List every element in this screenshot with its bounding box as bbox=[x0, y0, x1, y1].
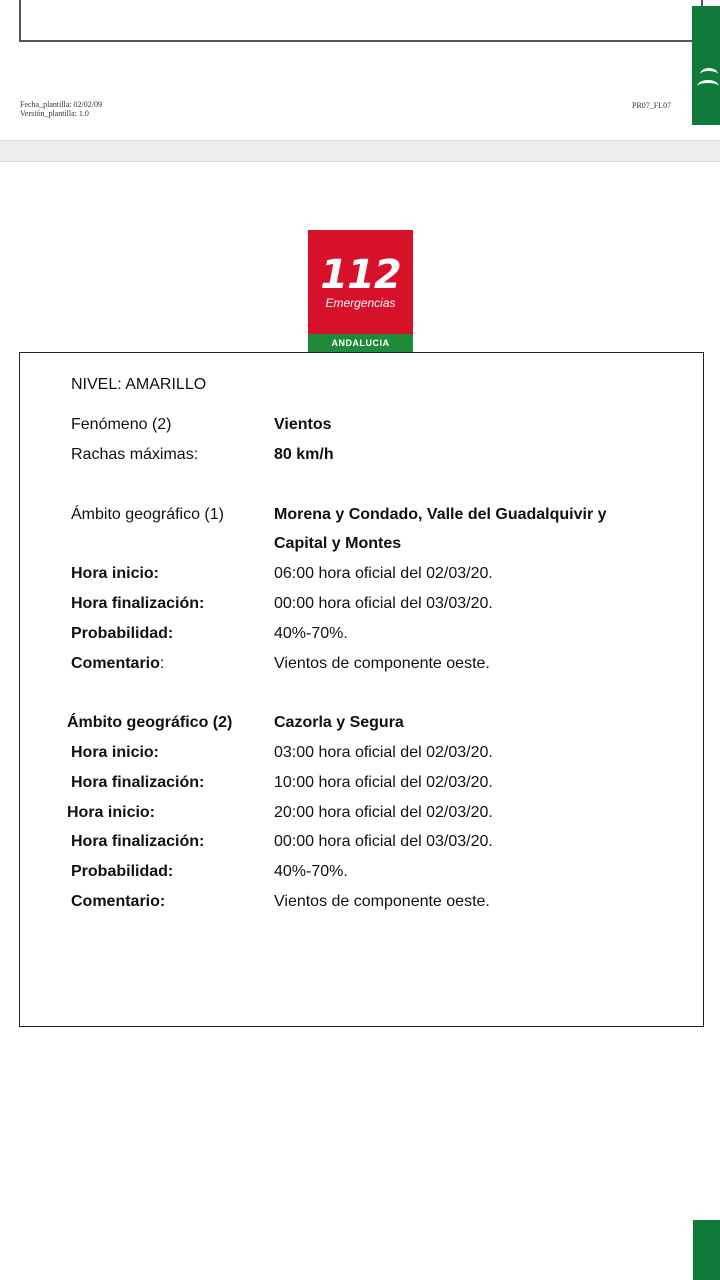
logo-region: ANDALUCIA bbox=[308, 334, 413, 352]
ambito2-probabilidad-label: Probabilidad: bbox=[71, 863, 174, 880]
template-version: Versión_plantilla: 1.0 bbox=[20, 109, 89, 118]
fenomeno-value: Vientos bbox=[274, 416, 332, 433]
ambito1-hora-fin-value: 00:00 hora oficial del 03/03/20. bbox=[274, 595, 493, 612]
fenomeno-label: Fenómeno (2) bbox=[71, 416, 172, 433]
next-page-logo-strip bbox=[693, 1220, 720, 1280]
logo-number: 112 bbox=[320, 252, 401, 298]
previous-page-box bbox=[19, 0, 703, 42]
ambito2-hora-fin1-label: Hora finalización: bbox=[71, 774, 205, 791]
ambito1-hora-inicio-label: Hora inicio: bbox=[71, 565, 160, 582]
ambito1-hora-fin-label: Hora finalización: bbox=[71, 595, 205, 612]
ambito1-comentario-colon: : bbox=[159, 655, 165, 672]
logo-swoosh-icon bbox=[697, 80, 719, 93]
ambito1-comentario-value: Vientos de componente oeste. bbox=[274, 655, 490, 672]
ambito2-hora-inicio1-label: Hora inicio: bbox=[71, 744, 160, 761]
ambito2-comentario-label: Comentario: bbox=[71, 893, 166, 910]
ambito1-value-line1: Morena y Condado, Valle del Guadalquivir y bbox=[274, 506, 607, 523]
ambito2-hora-fin1-value: 10:00 hora oficial del 02/03/20. bbox=[274, 774, 493, 791]
ambito2-hora-fin2-value: 00:00 hora oficial del 03/03/20. bbox=[274, 833, 493, 850]
logo-subtitle: Emergencias bbox=[325, 296, 396, 310]
ambito1-comentario-label bbox=[71, 654, 164, 674]
ambito1-probabilidad-label: Probabilidad: bbox=[71, 625, 174, 642]
ambito2-hora-inicio1-value: 03:00 hora oficial del 02/03/20. bbox=[274, 744, 493, 761]
previous-page-fragment bbox=[0, 0, 720, 140]
ambito2-hora-fin2-label: Hora finalización: bbox=[71, 833, 205, 850]
ambito2-hora-inicio2-value: 20:00 hora oficial del 02/03/20. bbox=[274, 804, 493, 821]
junta-andalucia-logo-strip bbox=[692, 6, 720, 125]
template-code: PR07_FL07 bbox=[632, 101, 672, 110]
ambito1-comentario-word: Comentario bbox=[71, 655, 160, 672]
page-separator bbox=[0, 140, 720, 162]
ambito1-probabilidad-value: 40%-70%. bbox=[274, 625, 348, 642]
ambito1-hora-inicio-value: 06:00 hora oficial del 02/03/20. bbox=[274, 565, 493, 582]
template-info bbox=[20, 100, 102, 118]
ambito2-value: Cazorla y Segura bbox=[274, 714, 404, 731]
ambito2-label: Ámbito geográfico (2) bbox=[67, 714, 233, 731]
ambito2-comentario-value: Vientos de componente oeste. bbox=[274, 893, 490, 910]
rachas-label: Rachas máximas: bbox=[71, 446, 199, 463]
ambito2-probabilidad-value: 40%-70%. bbox=[274, 863, 348, 880]
rachas-value: 80 km/h bbox=[274, 446, 334, 463]
ambito1-label: Ámbito geográfico (1) bbox=[71, 506, 224, 523]
112-emergencias-logo bbox=[308, 230, 413, 352]
template-date: Fecha_plantilla: 02/02/09 bbox=[20, 100, 102, 109]
alert-level: NIVEL: AMARILLO bbox=[71, 376, 207, 393]
ambito1-value-line2: Capital y Montes bbox=[274, 535, 402, 552]
ambito2-hora-inicio2-label: Hora inicio: bbox=[67, 804, 156, 821]
